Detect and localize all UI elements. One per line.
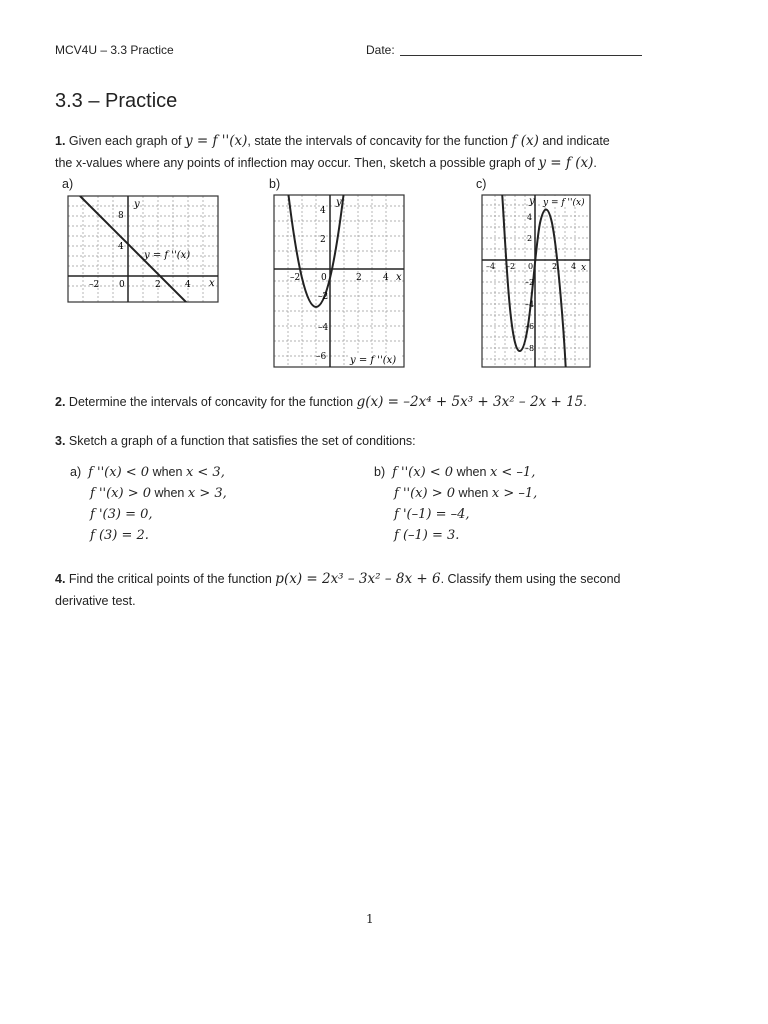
graph-b-y-label: y [336,197,342,208]
graph-a-tick-x2: 2 [155,280,161,290]
graph-a-tick-x0: 0 [119,280,125,290]
graph-c-curve-label: y = f ''(x) [543,198,585,208]
q2-text: Determine the intervals of concavity for the function [68,395,354,409]
graph-a-curve-label: y = f ''(x) [144,250,191,261]
graph-a [66,194,220,308]
graph-c-tick-ym6: –6 [525,322,535,331]
q1-math-1: y = f ''(x) [184,133,248,149]
question-1 [55,130,735,174]
graph-a-x-label: x [209,278,215,289]
q2-math: g(x) = –2x⁴ + 5x³ + 3x² – 2x + 15 [356,394,584,410]
graph-b-tick-xm2: –2 [290,273,301,283]
q1-text-3: and indicate [542,134,610,148]
q3a-cond-1: x < 3, [185,465,225,480]
question-4 [55,568,735,612]
q4-line-2: derivative test. [55,594,136,608]
q1-math-2: f (x) [511,133,539,149]
q4-math: p(x) = 2x³ – 3x² – 8x + 6 [275,571,441,587]
q3a-cond-2: x > 3, [187,486,227,501]
q3-part-b [374,462,537,546]
q3b-when-1: when [456,465,487,479]
graph-a-label: a) [62,177,74,191]
question-2 [55,391,735,413]
graph-a-y-label: y [134,199,140,210]
graph-b-tick-x4: 4 [383,273,389,283]
q3b-cond-2: x > –1, [491,486,538,501]
graph-b-tick-x0: 0 [321,273,327,283]
q2-end: . [583,395,587,409]
q3a-line-1: f ''(x) < 0 [88,465,150,480]
graph-a-tick-x4: 4 [185,280,191,290]
graph-a-tick-xm2: –2 [89,280,100,290]
q1-text-1: Given each graph of [68,134,182,148]
graph-c-tick-y4: 4 [527,213,533,222]
q3-number: 3. [55,434,66,448]
q3a-when-1: when [152,465,183,479]
q3a-line-2: f ''(x) > 0 [90,486,151,501]
graph-c-x-label: x [581,263,587,273]
graph-a-tick-y8: 8 [118,211,124,221]
q4-number: 4. [55,572,66,586]
q3a-when-2: when [154,486,185,500]
q3b-cond-1: x < –1, [489,465,536,480]
graph-c-tick-xm4: –4 [486,262,496,271]
q3b-line-2: f ''(x) > 0 [394,486,455,501]
date-label: Date: [366,43,395,57]
q3a-line-3: f '(3) = 0, [90,507,153,522]
graph-c-tick-ym8: –8 [525,344,535,353]
q3-part-a [70,462,227,546]
graph-c-tick-ym2: –2 [525,278,535,287]
graph-a-tick-y4: 4 [118,242,124,252]
q3b-line-4: f (–1) = 3. [394,528,460,543]
question-3 [55,430,735,452]
graph-b-label: b) [269,177,281,191]
graph-b-tick-y4: 4 [320,206,326,216]
graph-c-tick-x4: 4 [571,262,577,271]
q1-line-2: the x-values where any points of inflection may occur. Then, sketch a possible graph of [55,156,535,170]
q3b-when-2: when [458,486,489,500]
graph-b [272,193,406,371]
graph-c-y-label: y [529,196,535,207]
q3b-label: b) [374,465,386,479]
page-number: 1 [366,912,374,926]
graph-c-tick-x2: 2 [552,262,558,271]
graph-b-tick-ym4: –4 [318,323,329,333]
graph-c-label: c) [476,177,487,191]
graph-c-tick-x0: 0 [528,262,534,271]
graph-b-tick-ym2: –2 [318,292,329,302]
graph-b-curve-label: y = f ''(x) [350,355,397,366]
q3a-line-4: f (3) = 2. [90,528,149,543]
graph-c-frame [482,195,590,367]
graph-c-grid [482,195,590,367]
graph-c-tick-y2: 2 [527,234,533,243]
graph-b-x-label: x [396,272,402,283]
q4-text-2: . Classify them using the second [440,572,621,586]
q1-text-2: , state the intervals of concavity for the function [247,134,508,148]
q1-number: 1. [55,134,66,148]
q3a-label: a) [70,465,82,479]
date-field[interactable] [400,43,642,56]
graph-b-tick-x2: 2 [356,273,362,283]
q4-text-1: Find the critical points of the function [68,572,272,586]
graph-c [480,193,592,371]
graph-c-tick-ym4: –4 [525,300,535,309]
q3-text: Sketch a graph of a function that satisfies the set of conditions: [68,434,416,448]
q1-line-2-end: . [593,156,597,170]
graph-b-curve [288,193,344,307]
graph-c-tick-xm2: –2 [506,262,516,271]
course-header: MCV4U – 3.3 Practice [55,43,174,57]
q3b-line-1: f ''(x) < 0 [392,465,454,480]
q3b-line-3: f '(–1) = –4, [394,507,470,522]
q1-math-3: y = f (x) [538,155,594,171]
page-title: 3.3 – Practice [55,90,178,112]
graph-b-tick-y2: 2 [320,235,326,245]
graph-b-tick-ym6: –6 [316,352,327,362]
q2-number: 2. [55,395,66,409]
